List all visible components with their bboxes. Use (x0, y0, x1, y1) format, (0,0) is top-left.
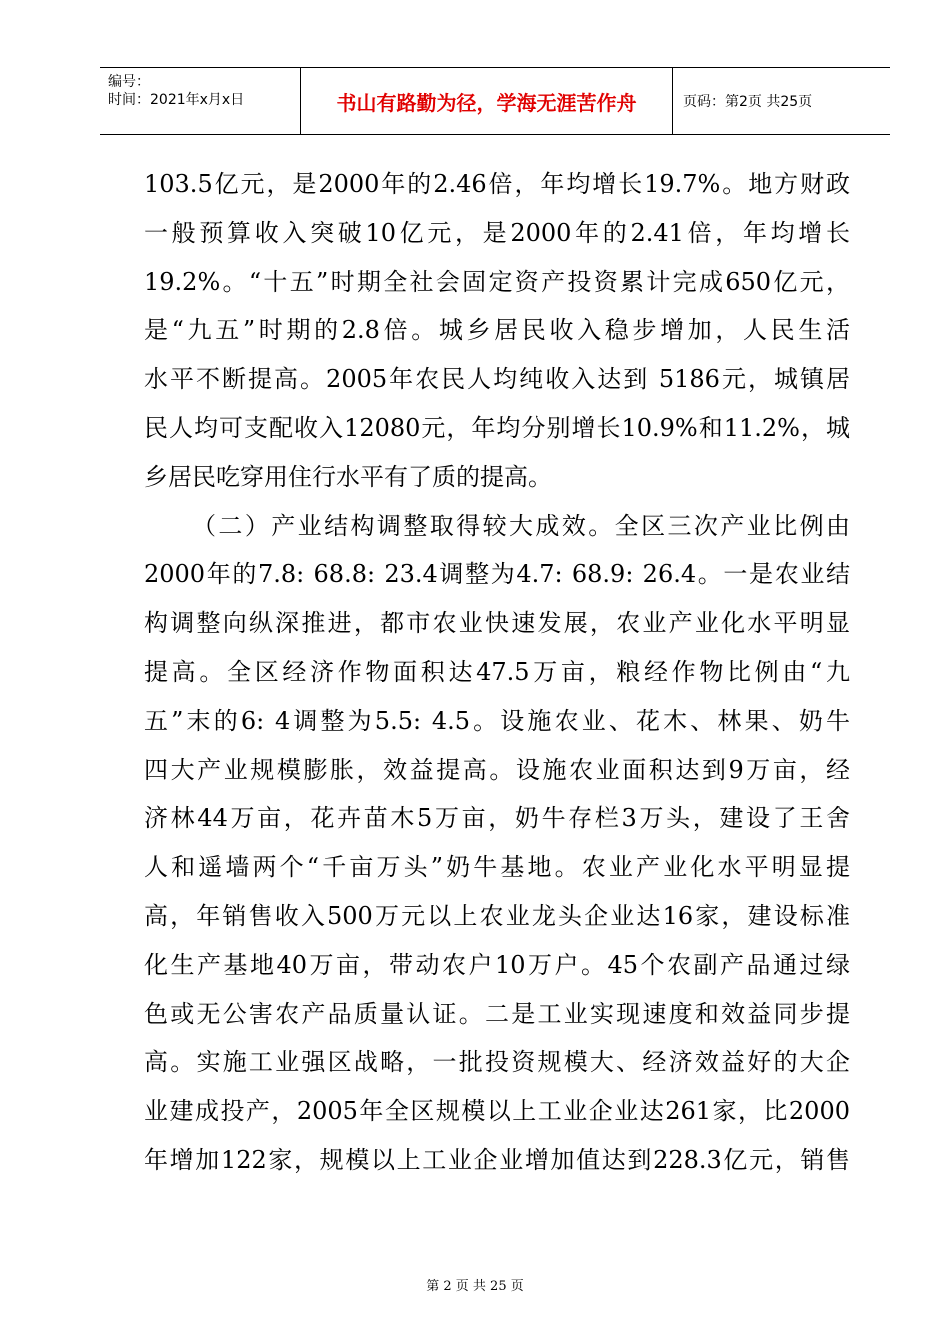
document-number-label: 编号： (108, 74, 150, 90)
body-line: 构调整向纵深推进，都市农业快速发展，农业产业化水平明显 (144, 609, 850, 638)
document-body (144, 160, 850, 1185)
body-line: 19.2%。“十五”时期全社会固定资产投资累计完成650亿元， (144, 267, 850, 296)
body-line: 色或无公害农产品质量认证。二是工业实现速度和效益同步提 (144, 999, 850, 1028)
body-line: 高。实施工业强区战略，一批投资规模大、经济效益好的大企 (144, 1048, 850, 1077)
header-page-info: 页码：第2页 共25页 (683, 94, 813, 110)
header-meta (100, 68, 301, 134)
body-line: 2000年的7.8: 68.8: 23.4调整为4.7: 68.9: 26.4。一是农业结 (144, 560, 850, 589)
body-line: 一般预算收入突破10亿元，是2000年的2.41倍，年均增长 (144, 218, 850, 247)
page-header (100, 67, 890, 135)
body-line: 业建成投产，2005年全区规模以上工业企业达261家，比2000 (144, 1097, 850, 1126)
body-line: 化生产基地40万亩，带动农户10万户。45个农副产品通过绿 (144, 950, 850, 979)
body-line: 乡居民吃穿用住行水平有了质的提高。 (144, 462, 552, 491)
body-line: （二）产业结构调整取得较大成效。全区三次产业比例由 (192, 511, 850, 540)
body-line: 人和遥墙两个“千亩万头”奶牛基地。农业产业化水平明显提 (144, 853, 850, 882)
body-line: 四大产业规模膨胀，效益提高。设施农业面积达到9万亩，经 (144, 755, 850, 784)
body-line: 提高。全区经济作物面积达47.5万亩，粮经作物比例由“九 (144, 657, 850, 686)
header-motto-cell (301, 68, 673, 134)
header-motto: 书山有路勤为径，学海无涯苦作舟 (336, 90, 637, 115)
body-line: 水平不断提高。2005年农民人均纯收入达到 5186元，城镇居 (144, 365, 850, 394)
body-line: 年增加122家，规模以上工业企业增加值达到228.3亿元，销售 (144, 1145, 850, 1174)
body-line: 济林44万亩，花卉苗木5万亩，奶牛存栏3万头，建设了王舍 (144, 804, 850, 833)
body-line: 五”末的6: 4调整为5.5: 4.5。设施农业、花木、林果、奶牛 (144, 706, 850, 735)
body-line: 103.5亿元，是2000年的2.46倍，年均增长19.7%。地方财政 (144, 170, 850, 198)
body-line: 高，年销售收入500万元以上农业龙头企业达16家，建设标准 (144, 901, 850, 930)
body-line: 民人均可支配收入12080元，年均分别增长10.9%和11.2%，城 (144, 413, 850, 442)
document-time-label: 时间：2021年x月x日 (108, 92, 245, 108)
body-line: 是“九五”时期的2.8倍。城乡居民收入稳步增加，人民生活 (144, 316, 850, 345)
page-footer: 第 2 页 共 25 页 (426, 1279, 524, 1294)
